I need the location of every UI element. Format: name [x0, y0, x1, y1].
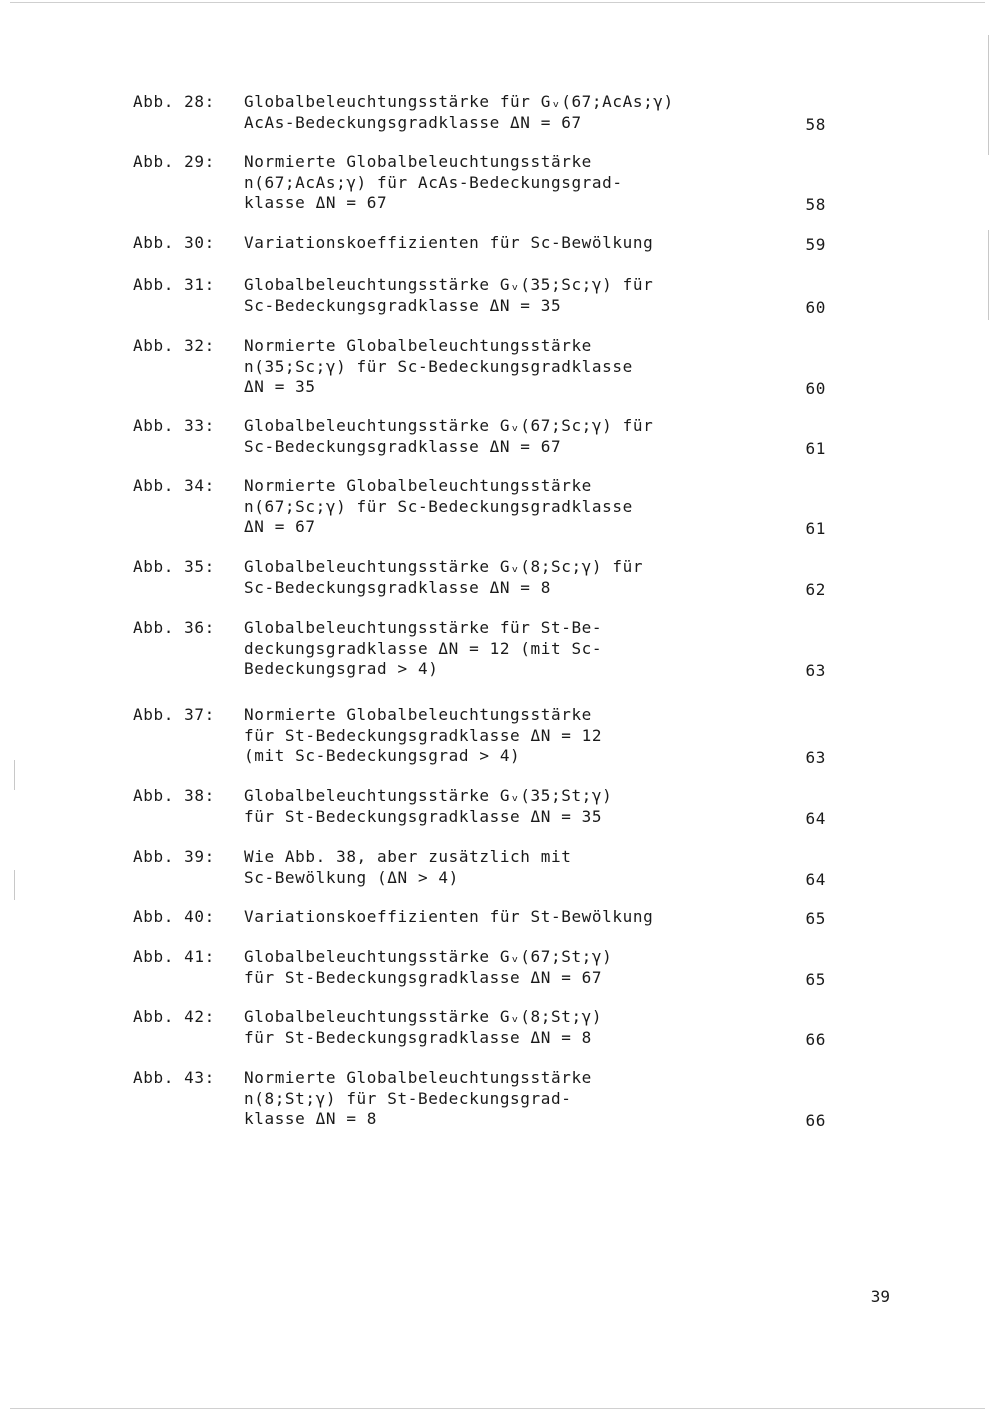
scan-mark: [988, 230, 989, 320]
description-line: klasse ΔN = 8: [244, 1109, 378, 1128]
description-line: für St-Bedeckungsgradklasse ΔN = 35: [244, 806, 603, 826]
description-line: für St-Bedeckungsgradklasse ΔN = 12: [244, 725, 603, 745]
figure-description: [244, 275, 704, 316]
figure-page-ref: 58: [805, 195, 826, 214]
description-line: klasse ΔN = 67: [244, 193, 388, 212]
figure-page-ref: 63: [805, 661, 826, 680]
description-line: n(8;St;γ) für St-Bedeckungsgrad-: [244, 1088, 572, 1108]
figure-description: [244, 1007, 704, 1048]
description-line: ΔN = 35: [244, 377, 316, 396]
figure-label: Abb. 28:: [133, 92, 215, 111]
description-line: für St-Bedeckungsgradklasse ΔN = 67: [244, 967, 603, 987]
figure-page-ref: 63: [805, 748, 826, 767]
figure-page-ref: 58: [805, 114, 826, 134]
description-line: (mit Sc-Bedeckungsgrad > 4): [244, 746, 521, 765]
figure-label: Abb. 42:: [133, 1007, 215, 1026]
figure-description: [244, 786, 704, 827]
figure-label: Abb. 43:: [133, 1068, 215, 1087]
page-number: 39: [870, 1287, 890, 1306]
description-line: Sc-Bedeckungsgradklasse ΔN = 35: [244, 295, 562, 315]
description-line: Globalbeleuchtungsstärke Gᵥ(8;Sc;γ) für: [244, 557, 644, 576]
description-line: Sc-Bedeckungsgradklasse ΔN = 8: [244, 577, 551, 597]
figure-description: [244, 233, 704, 254]
description-line: n(35;Sc;γ) für Sc-Bedeckungsgradklasse: [244, 356, 633, 376]
description-line: Normierte Globalbeleuchtungsstärke: [244, 705, 592, 724]
figure-page-ref: 66: [805, 1029, 826, 1049]
figure-label: Abb. 29:: [133, 152, 215, 171]
figure-label: Abb. 37:: [133, 705, 215, 724]
figure-description: [244, 1068, 704, 1130]
figure-page-ref: 59: [805, 235, 826, 254]
figure-description: [244, 847, 704, 888]
figure-description: [244, 705, 704, 767]
description-line: Normierte Globalbeleuchtungsstärke: [244, 1068, 592, 1087]
description-line: Globalbeleuchtungsstärke für Gᵥ(67;AcAs;γ): [244, 92, 674, 111]
figure-label: Abb. 32:: [133, 336, 215, 355]
description-line: Normierte Globalbeleuchtungsstärke: [244, 336, 592, 355]
scan-edge-bottom: [10, 1408, 985, 1409]
figure-label: Abb. 30:: [133, 233, 215, 252]
description-line: Wie Abb. 38, aber zusätzlich mit: [244, 847, 572, 866]
figure-label: Abb. 40:: [133, 907, 215, 926]
figure-description: [244, 336, 704, 398]
description-line: für St-Bedeckungsgradklasse ΔN = 8: [244, 1027, 592, 1047]
figure-description: [244, 618, 704, 680]
figure-label: Abb. 33:: [133, 416, 215, 435]
description-line: Globalbeleuchtungsstärke Gᵥ(35;Sc;γ) für: [244, 275, 654, 294]
figure-description: [244, 907, 704, 928]
scan-mark: [14, 870, 15, 900]
figure-description: [244, 92, 704, 133]
figure-label: Abb. 35:: [133, 557, 215, 576]
description-line: Globalbeleuchtungsstärke Gᵥ(67;St;γ): [244, 947, 613, 966]
description-line: n(67;AcAs;γ) für AcAs-Bedeckungsgrad-: [244, 172, 623, 192]
description-line: AcAs-Bedeckungsgradklasse ΔN = 67: [244, 112, 582, 132]
description-line: Globalbeleuchtungsstärke Gᵥ(8;St;γ): [244, 1007, 603, 1026]
figure-label: Abb. 38:: [133, 786, 215, 805]
scan-edge-top: [10, 2, 985, 3]
figure-page-ref: 60: [805, 379, 826, 398]
description-line: Normierte Globalbeleuchtungsstärke: [244, 476, 592, 495]
figure-page-ref: 62: [805, 579, 826, 599]
figure-page-ref: 65: [805, 909, 826, 928]
description-line: Variationskoeffizienten für Sc-Bewölkung: [244, 233, 654, 252]
scan-mark: [988, 35, 989, 155]
figure-description: [244, 557, 704, 598]
figure-page-ref: 65: [805, 969, 826, 989]
description-line: Sc-Bewölkung (ΔN > 4): [244, 867, 459, 887]
description-line: Globalbeleuchtungsstärke Gᵥ(67;Sc;γ) für: [244, 416, 654, 435]
figure-page-ref: 66: [805, 1111, 826, 1130]
description-line: Sc-Bedeckungsgradklasse ΔN = 67: [244, 436, 562, 456]
figure-page-ref: 61: [805, 438, 826, 458]
description-line: deckungsgradklasse ΔN = 12 (mit Sc-: [244, 638, 603, 658]
figure-page-ref: 64: [805, 869, 826, 889]
figure-description: [244, 476, 704, 538]
figure-label: Abb. 34:: [133, 476, 215, 495]
figure-label: Abb. 31:: [133, 275, 215, 294]
description-line: Variationskoeffizienten für St-Bewölkung: [244, 907, 654, 926]
figure-page-ref: 61: [805, 519, 826, 538]
description-line: Globalbeleuchtungsstärke Gᵥ(35;St;γ): [244, 786, 613, 805]
description-line: n(67;Sc;γ) für Sc-Bedeckungsgradklasse: [244, 496, 633, 516]
figure-label: Abb. 36:: [133, 618, 215, 637]
description-line: Globalbeleuchtungsstärke für St-Be-: [244, 618, 603, 637]
description-line: ΔN = 67: [244, 517, 316, 536]
description-line: Bedeckungsgrad > 4): [244, 659, 439, 678]
figure-label: Abb. 41:: [133, 947, 215, 966]
figure-label: Abb. 39:: [133, 847, 215, 866]
figure-page-ref: 64: [805, 808, 826, 828]
figure-page-ref: 60: [805, 297, 826, 317]
description-line: Normierte Globalbeleuchtungsstärke: [244, 152, 592, 171]
figure-description: [244, 416, 704, 457]
figure-description: [244, 947, 704, 988]
scan-mark: [14, 760, 15, 790]
figure-description: [244, 152, 704, 214]
